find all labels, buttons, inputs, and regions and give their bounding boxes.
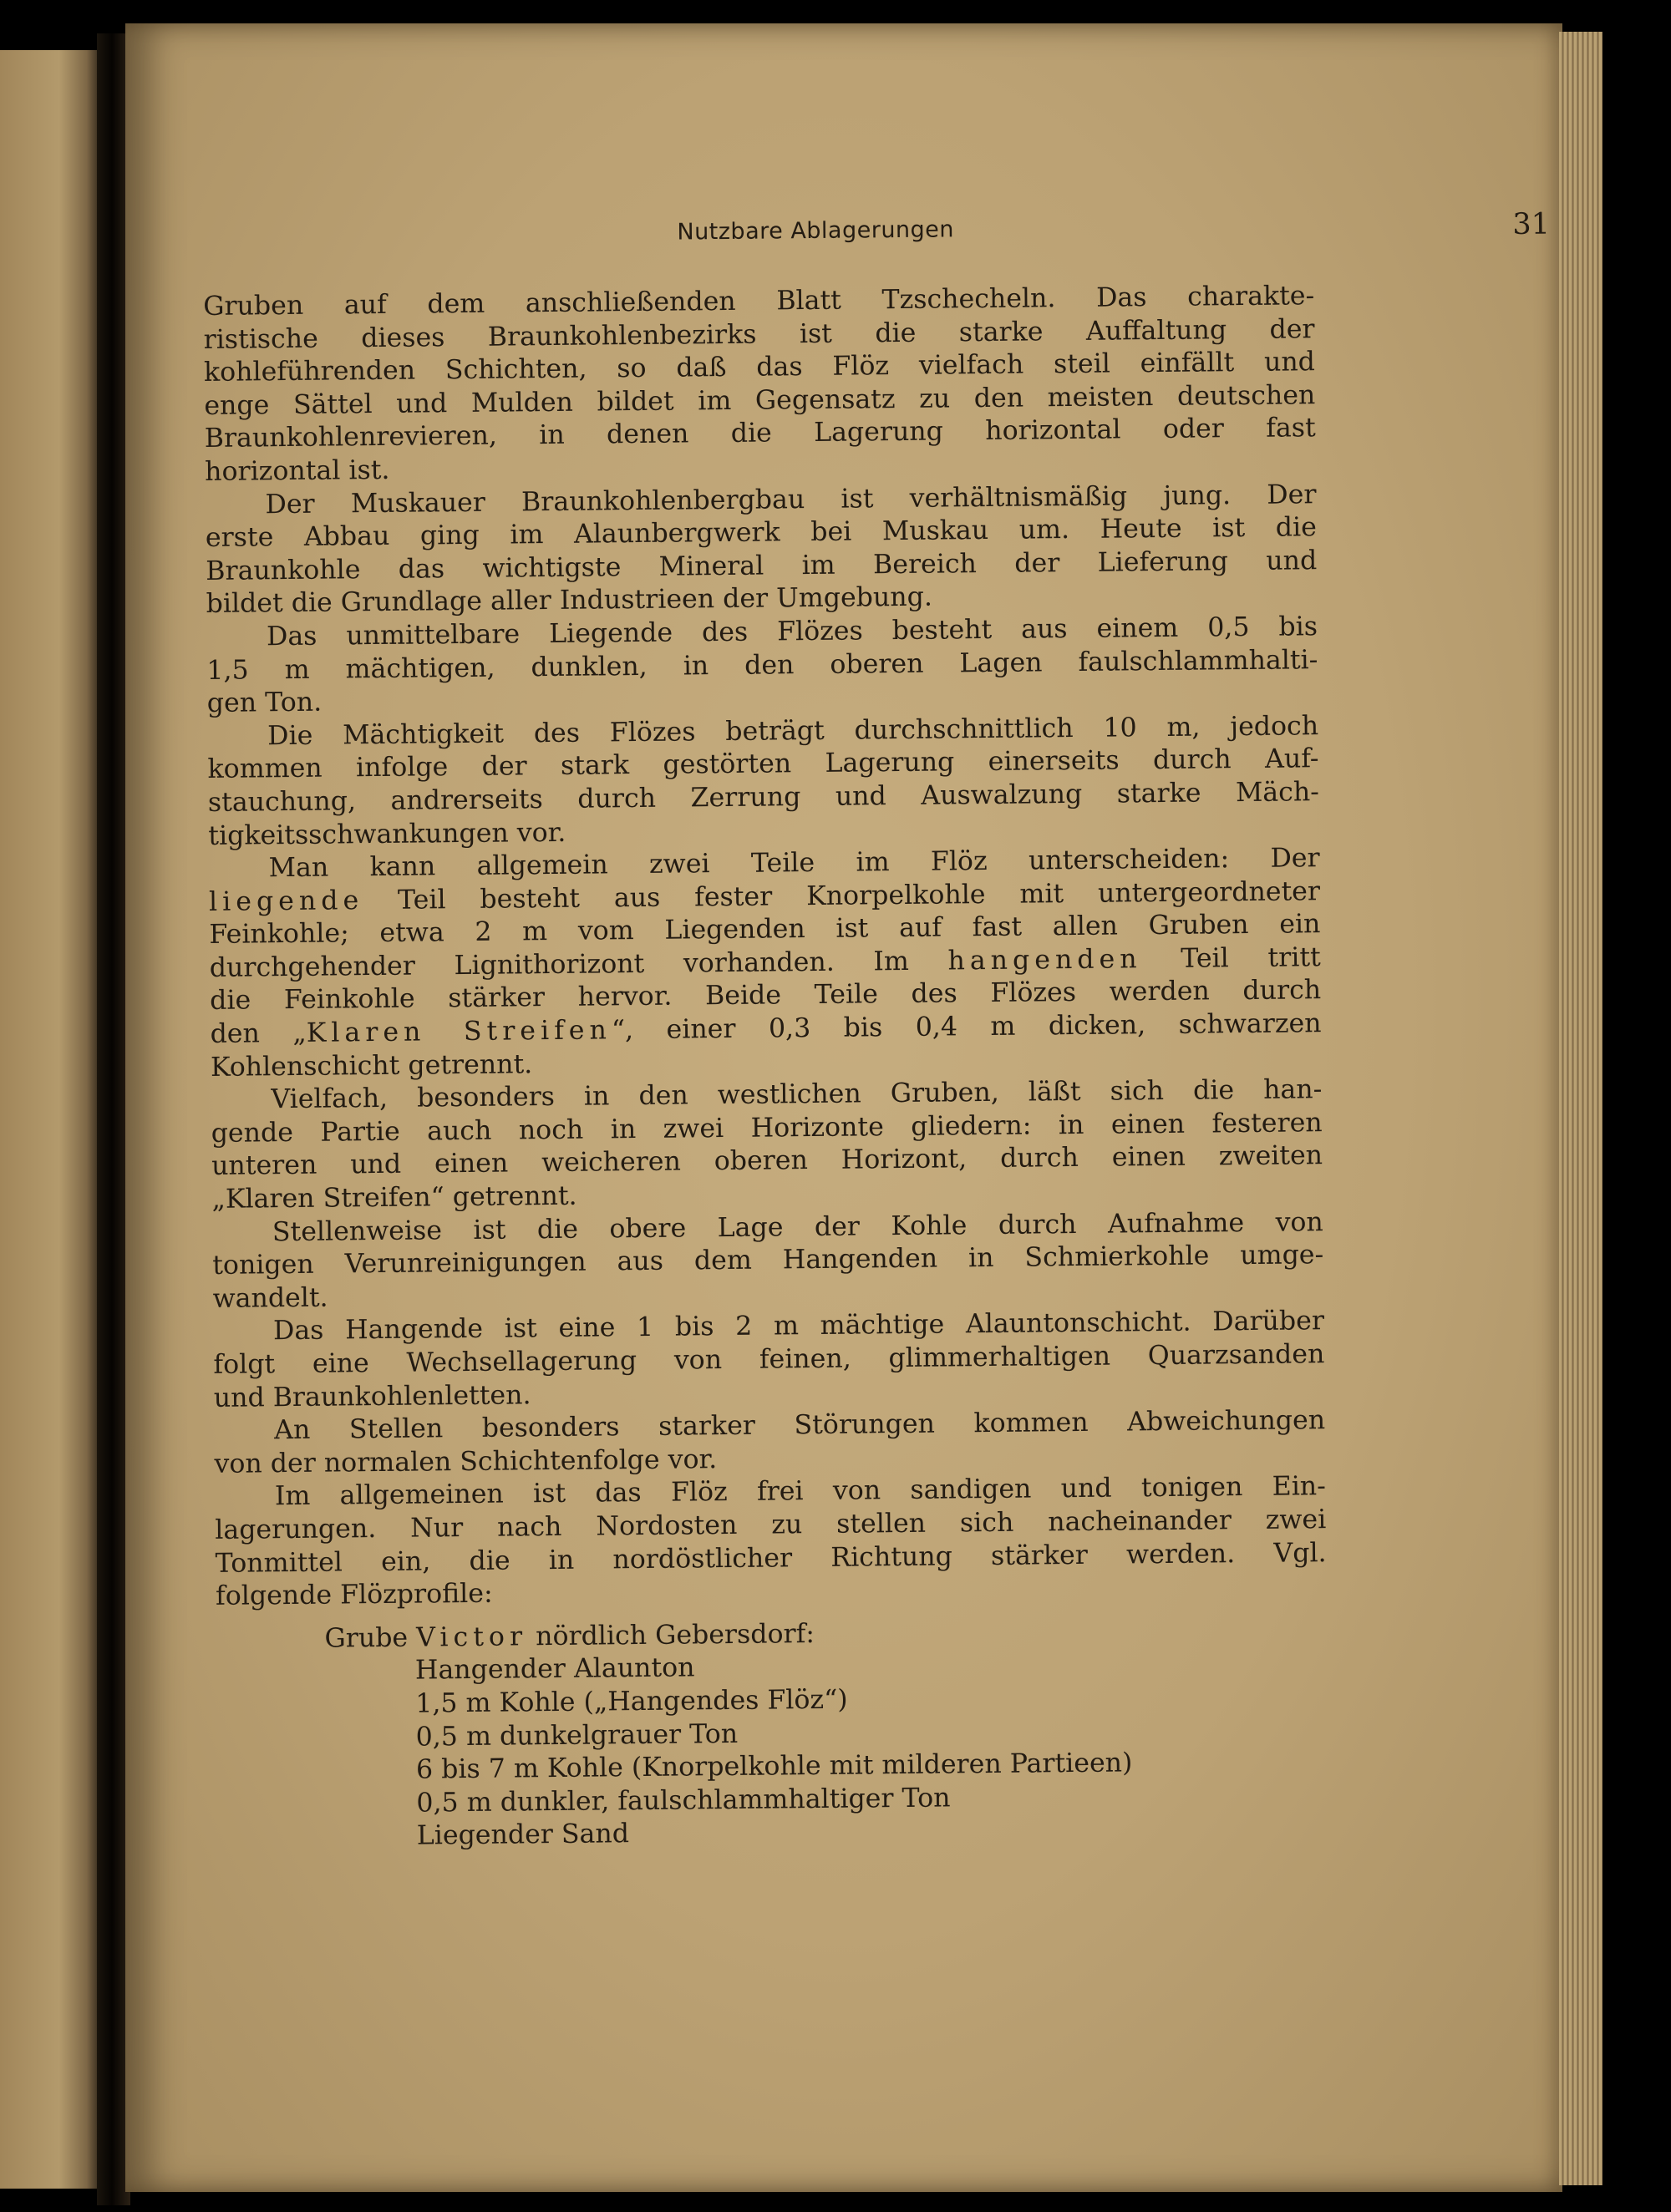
profile-layer: Liegender Sand <box>416 1819 630 1851</box>
text-line: ristische dieses Braunkohlenbezirks ist die starke Auffaltung der <box>203 313 1315 355</box>
text-line: Vielfach, besonders in den westlichen Gruben, läßt sich die han- <box>271 1074 1323 1115</box>
paragraph <box>212 1206 1324 1317</box>
paragraph-list <box>203 280 1327 1613</box>
text-line: wandelt. <box>212 1282 328 1314</box>
text-line: folgende Flözprofile: <box>215 1578 493 1612</box>
seam-profile <box>216 1613 1329 1855</box>
text-line: Das unmittelbare Liegende des Flözes besteht aus einem 0,5 bis <box>266 611 1318 652</box>
text-line: die Feinkohle stärker hervor. Beide Teile des Flözes werden durch <box>210 975 1322 1017</box>
text-line: Feinkohle; etwa 2 m vom Liegenden ist auf fast allen Gruben ein <box>209 909 1321 951</box>
text-line: Braunkohle das wichtigste Mineral im Bereich der Lieferung und <box>206 545 1318 586</box>
profile-layer: Hangender Alaunton <box>414 1652 695 1686</box>
profile-layer-list <box>216 1646 1329 1854</box>
text-line: „Klaren Streifen“ getrennt. <box>211 1180 577 1215</box>
profile-layer: 0,5 m dunkler, faulschlammhaltiger Ton <box>416 1783 951 1819</box>
spaced-emphasis: hangenden <box>947 944 1142 977</box>
profile-caption-prefix: Grube <box>324 1622 417 1654</box>
text-line: Die Mächtigkeit des Flözes beträgt durchschnittlich 10 m, jedoch <box>267 710 1319 751</box>
text-line: folgt eine Wechsellagerung von feinen, glimmerhaltigen Quarzsanden <box>213 1339 1325 1380</box>
page-number: 31 <box>1512 207 1551 241</box>
text-line: lagerungen. Nur nach Nordosten zu stellen sich nacheinander zwei <box>215 1504 1327 1545</box>
paragraph <box>213 1306 1325 1416</box>
text-line: Braunkohlenrevieren, in denen die Lagerung horizontal oder fast <box>204 413 1316 454</box>
profile-layer: 0,5 m dunkelgrauer Ton <box>415 1718 739 1753</box>
text-line: enge Sättel und Mulden bildet im Gegensatz zu den meisten deutschen <box>204 380 1316 421</box>
paragraph <box>206 611 1318 721</box>
profile-caption-suffix: nördlich Gebersdorf: <box>526 1618 815 1652</box>
text-line: An Stellen besonders starker Störungen kommen Abweichungen <box>273 1405 1326 1446</box>
left-page-edge <box>0 50 99 2189</box>
text-line: gen Ton. <box>206 687 323 719</box>
text-line: und Braunkohlenletten. <box>213 1379 531 1413</box>
text-line: Der Muskauer Braunkohlenbergbau ist verhältnismäßig jung. Der <box>265 479 1317 520</box>
paragraph <box>203 280 1316 489</box>
text-line: von der normalen Schichtenfolge vor. <box>214 1443 718 1479</box>
scan-background <box>1602 0 1671 2212</box>
text-line: unteren und einen weicheren oberen Horizont, durch einen zweiten <box>211 1140 1323 1182</box>
spaced-emphasis: Klaren Streifen <box>306 1015 612 1048</box>
body-text <box>203 280 1329 1855</box>
text-line: Gruben auf dem anschließenden Blatt Tzschecheln. Das charakte- <box>203 281 1315 322</box>
profile-layer: 6 bis 7 m Kohle (Knorpelkohle mit milderen Partieen) <box>415 1748 1133 1785</box>
spaced-emphasis: liegende <box>208 885 364 917</box>
text-line: gende Partie auch noch in zwei Horizonte gliedern: in einen festeren <box>211 1108 1323 1149</box>
text-line: den „Klaren Streifen“, einer 0,3 bis 0,4 m dicken, schwarzen <box>210 1008 1322 1050</box>
text-line: kohleführenden Schichten, so daß das Flöz vielfach steil einfällt und <box>203 347 1316 388</box>
text-line: bildet die Grundlage aller Industrieen der Umgebung. <box>206 581 933 620</box>
page-edge-stack <box>1559 32 1602 2185</box>
running-title: Nutzbare Ablagerungen <box>677 216 955 246</box>
text-line: tigkeitsschwankungen vor. <box>208 817 566 851</box>
text-line: Man kann allgemein zwei Teile im Flöz unterscheiden: Der <box>268 843 1320 884</box>
text-line: Das Hangende ist eine 1 bis 2 m mächtige Alauntonschicht. Darüber <box>272 1306 1325 1347</box>
text-line: kommen infolge der stark gestörten Lagerung einerseits durch Auf- <box>207 743 1319 785</box>
text-line: horizontal ist. <box>204 454 390 487</box>
paragraph <box>211 1073 1323 1216</box>
text-line: tonigen Verunreinigungen aus dem Hangenden in Schmierkohle umge- <box>212 1240 1324 1281</box>
text-line: 1,5 m mächtigen, dunklen, in den oberen Lagen faulschlammhalti- <box>206 644 1318 686</box>
paragraph <box>214 1404 1326 1481</box>
text-line: stauchung, andrerseits durch Zerrung und Auswalzung starke Mäch- <box>207 777 1320 818</box>
text-line: Tonmittel ein, die in nordöstlicher Richtung stärker werden. Vgl. <box>215 1537 1327 1579</box>
text-line: liegende Teil besteht aus fester Knorpelkohle mit untergeordneter <box>208 875 1321 917</box>
text-line: Im allgemeinen ist das Flöz frei von sandigen und tonigen Ein- <box>274 1471 1327 1512</box>
paragraph <box>205 479 1317 621</box>
text-line: durchgehender Lignithorizont vorhanden. Im hangenden Teil tritt <box>209 942 1321 983</box>
profile-mine-name: Victor <box>416 1621 528 1653</box>
profile-layer: 1,5 m Kohle („Hangendes Flöz“) <box>415 1684 848 1719</box>
text-line: erste Abbau ging im Alaunbergwerk bei Muskau um. Heute ist die <box>205 512 1318 554</box>
paragraph <box>215 1471 1327 1614</box>
text-line: Kohlenschicht getrennt. <box>210 1048 533 1083</box>
paragraph <box>209 842 1323 1084</box>
paragraph <box>207 710 1319 853</box>
text-line: Stellenweise ist die obere Lage der Kohle durch Aufnahme von <box>272 1206 1323 1247</box>
